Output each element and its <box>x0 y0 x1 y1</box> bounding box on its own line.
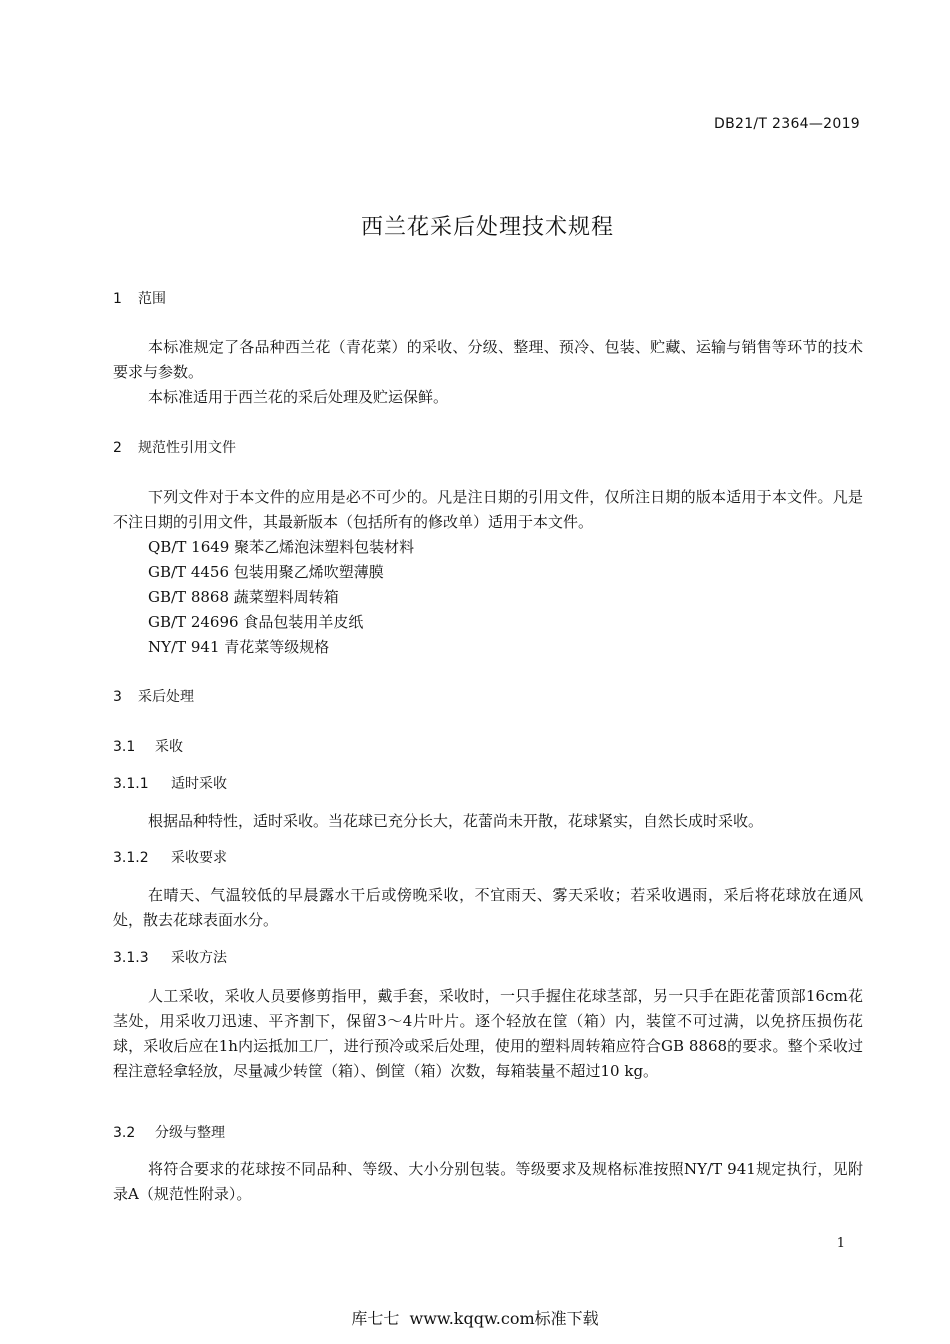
section-3-heading <box>113 687 194 707</box>
reference-item: GB/T 24696 食品包装用羊皮纸 <box>148 613 364 631</box>
section-1-heading <box>113 289 166 309</box>
section-3-1-1-heading <box>113 774 227 794</box>
section-3-2-text: 将符合要求的花球按不同品种、等级、大小分别包装。等级要求及规格标准按照NY/T 941规定执行，见附录A（规范性附录）。 <box>113 1160 863 1203</box>
section-number: 3.2 <box>113 1125 136 1141</box>
page-number: 1 <box>836 1236 845 1251</box>
section-title: 范围 <box>138 291 166 307</box>
section-2-intro: 下列文件对于本文件的应用是必不可少的。凡是注日期的引用文件，仅所注日期的版本适用于本文件。凡是不注日期的引用文件，其最新版本（包括所有的修改单）适用于本文件。 <box>113 488 863 531</box>
section-number: 1 <box>113 291 122 307</box>
section-number: 3.1 <box>113 739 136 755</box>
reference-item: GB/T 8868 蔬菜塑料周转箱 <box>148 588 339 606</box>
section-1-paragraph-2: 本标准适用于西兰花的采后处理及贮运保鲜。 <box>148 388 449 406</box>
section-3-1-1-text: 根据品种特性，适时采收。当花球已充分长大，花蕾尚未开散，花球紧实，自然长成时采收。 <box>148 812 764 830</box>
section-title: 采后处理 <box>138 689 194 705</box>
section-number: 3 <box>113 689 122 705</box>
standard-code: DB21/T 2364—2019 <box>714 116 860 132</box>
section-3-1-3-text: 人工采收，采收人员要修剪指甲，戴手套，采收时，一只手握住花球茎部，另一只手在距花蕾顶部16cm花茎处，用采收刀迅速、平齐割下，保留3～4片叶片。逐个轻放在筐（箱）内，装筐不可过满，以免挤压损伤花球，采收后应在1h内运抵加工厂，进行预冷或采后处理，使用的塑料周转箱应符合GB 8868的要求。整个采收过程注意轻拿轻放，尽量减少转筐（箱）、倒筐（箱）次数，每箱装量不超过10 kg。 <box>113 987 863 1080</box>
section-2-heading <box>113 438 236 458</box>
section-title: 规范性引用文件 <box>138 440 236 456</box>
section-3-1-heading <box>113 737 183 757</box>
document-title: 西兰花采后处理技术规程 <box>360 215 614 240</box>
section-3-2-heading <box>113 1123 225 1143</box>
reference-item: GB/T 4456 包装用聚乙烯吹塑薄膜 <box>148 563 384 581</box>
section-3-1-2-heading <box>113 848 227 868</box>
section-title: 分级与整理 <box>155 1125 225 1141</box>
section-number: 3.1.3 <box>113 950 149 966</box>
reference-item: QB/T 1649 聚苯乙烯泡沫塑料包装材料 <box>148 538 415 556</box>
watermark-footer: 库七七 www.kqqw.com标准下载 <box>351 1309 599 1328</box>
section-title: 采收方法 <box>171 950 227 966</box>
section-number: 3.1.2 <box>113 850 149 866</box>
section-title: 适时采收 <box>171 776 227 792</box>
reference-item: NY/T 941 青花菜等级规格 <box>148 638 330 656</box>
section-3-1-3-heading <box>113 948 227 968</box>
section-number: 3.1.1 <box>113 776 149 792</box>
section-title: 采收要求 <box>171 850 227 866</box>
section-1-paragraph-1: 本标准规定了各品种西兰花（青花菜）的采收、分级、整理、预冷、包装、贮藏、运输与销售等环节的技术要求与参数。 <box>113 338 863 381</box>
section-number: 2 <box>113 440 122 456</box>
section-title: 采收 <box>155 739 183 755</box>
section-3-1-2-text: 在晴天、气温较低的早晨露水干后或傍晚采收，不宜雨天、雾天采收；若采收遇雨，采后将花球放在通风处，散去花球表面水分。 <box>113 886 863 929</box>
